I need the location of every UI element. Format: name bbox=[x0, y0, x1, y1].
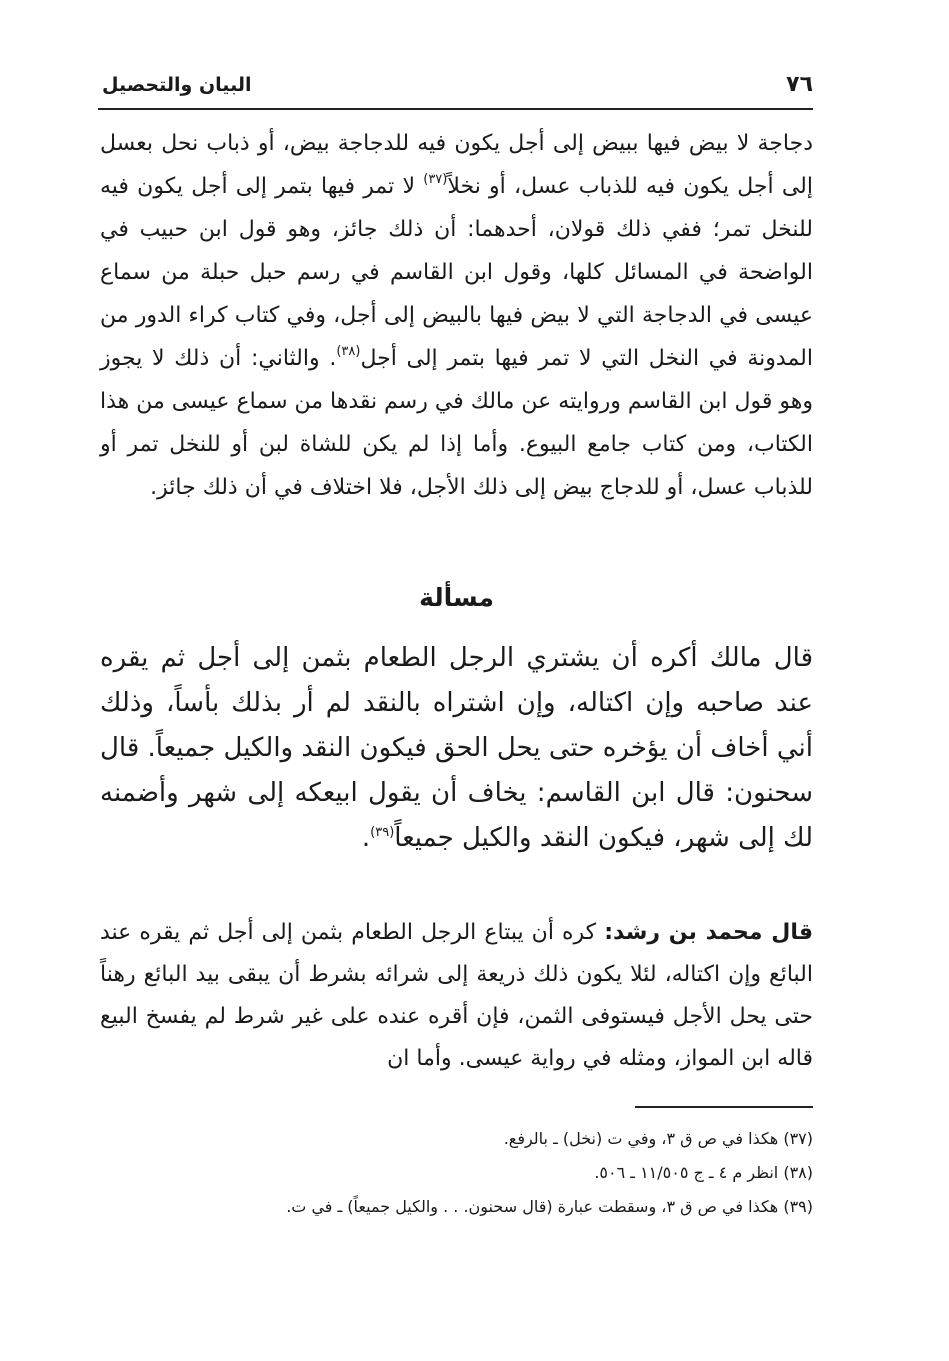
page-header bbox=[98, 68, 813, 110]
footnote-38: (٣٨) انظر م ٤ ـ ج ١١/٥٠٥ ـ ٥٠٦. bbox=[594, 1163, 813, 1182]
footnote-ref-39: (٣٩) bbox=[370, 825, 395, 840]
paragraph-1-text-c: . والثاني: أن ذلك لا يجوز وهو قول ابن القاسم وروايته عن مالك في رسم نقدها من سماع عيسى من هذا الكتاب، ومن كتاب جامع البيوع. وأما إذا لم يكن للشاة لبن أو للنخل تمر أو للذباب عسل، أو للدجاج بيض إلى ذلك الأجل، فلا اختلاف في أن ذلك جائز. bbox=[100, 346, 813, 500]
footnotes-list bbox=[100, 1122, 813, 1224]
commentator-label: قال محمد بن رشد: bbox=[604, 920, 814, 945]
paragraph-3 bbox=[100, 912, 813, 1080]
section-heading: مسألة bbox=[419, 583, 494, 612]
footnote-ref-37: (٣٧) bbox=[423, 172, 448, 187]
paragraph-1-text-b: لا تمر فيها بتمر إلى أجل يكون فيه للنخل تمر؛ ففي ذلك قولان، أحدهما: أن ذلك جائز، وهو قول ابن حبيب في الواضحة في المسائل كلها، وقول ابن القاسم في رسم حبل حبلة من سماع عيسى في الدجاجة التي لا بيض فيها بالبيض إلى أجل، وفي كتاب كراء الدور من المدونة في النخل التي لا تمر فيها بتمر إلى أجل bbox=[100, 174, 813, 371]
paragraph-1 bbox=[100, 122, 813, 509]
footnote-39: (٣٩) هكذا في ص ق ٣، وسقطت عبارة (قال سحنون. . . والكيل جميعاً) ـ في ت. bbox=[286, 1197, 813, 1216]
page-number: ٧٦ bbox=[786, 72, 813, 97]
footnote-separator bbox=[635, 1106, 813, 1108]
footnote-37: (٣٧) هكذا في ص ق ٣، وفي ت (نخل) ـ بالرفع. bbox=[503, 1129, 813, 1148]
paragraph-2-text: قال مالك أكره أن يشتري الرجل الطعام بثمن إلى أجل ثم يقره عند صاحبه وإن اكتاله، وإن اشتراه بالنقد لم أر بذلك بأساً، وذلك أني أخاف أن يؤخره حتى يحل الحق فيكون النقد والكيل جميعاً. قال سحنون: قال ابن القاسم: يخاف أن يقول ابيعكه إلى شهر وأضمنه لك إلى شهر، فيكون النقد والكيل جميعاً bbox=[100, 643, 813, 853]
paragraph-2 bbox=[100, 636, 813, 861]
running-title: البيان والتحصيل bbox=[102, 74, 252, 96]
paragraph-1-text-a: دجاجة لا بيض فيها ببيض إلى أجل يكون فيه للدجاجة بيض، أو ذباب نحل بعسل إلى أجل يكون فيه للذباب عسل، أو نخلاً bbox=[100, 131, 813, 199]
paragraph-3-text: كره أن يبتاع الرجل الطعام بثمن إلى أجل ثم يقره عند البائع وإن اكتاله، لئلا يكون ذلك ذريعة إلى شرائه بشرط أن يبقى بيد البائع رهناً حتى يحل الأجل فيستوفى الثمن، فإن أقره عنده على غير شرط لم يفسخ البيع قاله ابن المواز، ومثله في رواية عيسى. وأما ان bbox=[100, 920, 813, 1071]
paragraph-2-end: . bbox=[361, 823, 371, 853]
footnote-ref-38: (٣٨) bbox=[336, 344, 361, 359]
